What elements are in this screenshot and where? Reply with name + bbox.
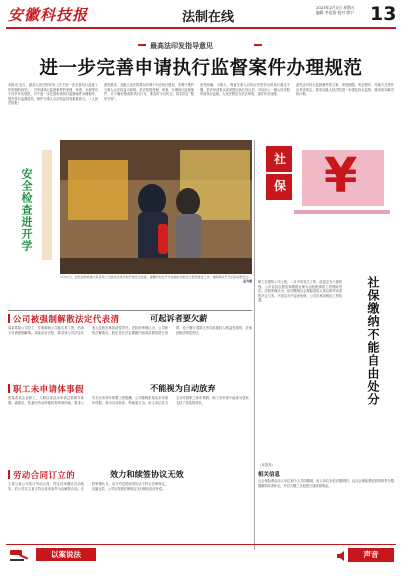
article-title-1: 公司被强制解散法定代表清 [13,314,120,324]
article-headline: 进一步完善申请执行监督案件办理规范 [39,58,363,79]
kicker-decoration-left [138,44,146,46]
social-security-illustration [258,140,396,276]
article-body-2: 张某系某企业职工，入职以来从未申请过带薪年休假。离职后，张某向劳动仲裁机构申请仲裁，要求公司支付未休年休假工资报酬。公司辩称张某从未申请年休假，视为自动放弃。仲裁委认为，用人单位应当主动安排职工休年休假，职工未申请不能视为放弃，支持了张某的请求。 [8,396,252,405]
section-divider [8,310,252,311]
news-photo [60,140,252,274]
social-security-stamp: 社保 [273,152,286,193]
slogan-text: 安全检查进开学 [20,168,33,252]
photo-scene [60,140,252,274]
article-subtitle-2: 不能视为自动放弃 [150,383,216,393]
speaker-icon [336,548,348,562]
gavel-icon [8,547,32,562]
issue-date: 2023年2月3日 星期五 [316,5,355,10]
article-marker [8,314,10,323]
article-column-1: 本报讯 近日，最高人民法院印发《关于进一步完善执行监督工作机制的意见》，对申请执行监督案件的受理、审查、办理等各个环节作出规范，对于进一步完善申请执行监督案件办理程序，提升执行监督质效，维护当事人合法权益具有重要意义。（人民法院报） [8,83,98,106]
article-subtitle-3: 效力和续签协议无效 [110,469,184,479]
footer-rule [6,544,396,545]
right-article-note: （宋喜寿） [258,463,275,467]
article-title-2: 职工未申请体事假 [13,384,84,394]
article-marker [8,470,10,479]
photo-caption [60,275,252,284]
issue-editors: 编辑 李佳贤 校对 徐宁 [316,10,354,16]
article-kicker: 最高法印发指导意见 [150,42,213,50]
related-info-title: 相关信息 [258,472,281,478]
issue-info [316,5,354,15]
article-column-3: 意见明确，当事人、利害关系人对执行法院作出的执行裁定不服，依法申请复议或者提出执行异议后，可以向上一级人民法院申请执行监督。人民法院应当依法审查，及时作出处理。 [200,83,290,97]
column-divider [254,140,255,550]
related-info-body: 社会保险费由用人单位和个人共同缴纳，用人单位未依法缴纳的，由社会保险费征收机构责令限期缴纳或者补足，并自欠缴之日起按日加收滞纳金。 [258,479,394,488]
footer-label-right: 声音 [363,550,379,559]
article-marker [8,384,10,393]
section-title: 法制在线 [182,10,235,25]
footer-label-box [36,548,96,561]
slogan-panel [6,140,58,274]
article-subtitle-1: 可起诉者要欠薪 [150,313,208,323]
article-column-4: 意见还对执行监督案件的立案、审查期限、听证程序、结案方式等作出具体规定，要求各级人民法院进一步强化执行监督，推动切实解决执行难。 [296,83,394,97]
footer-label-left: 以案说法 [51,550,81,559]
article-body-1: 周某系某公司员工，在职期间公司拖欠其工资，后该公司被强制解散。周某诉至法院，要求该公司法定代表人及股东承担清偿责任。法院经审理认为，公司被依法解散后，股东应在法定期限内组成清算组进行清算，怠于履行清算义务导致债权人利益受损的，应承担相应赔偿责任。 [8,326,252,335]
kicker-decoration-right [254,44,262,46]
right-article-title: 社保缴纳不能自由处分 [366,276,380,406]
right-article-body: 职工在建筑公司上班，二月中旬发生工伤，经鉴定为十级伤残。公司以其自愿放弃缴纳社保为由拒绝承担工伤保险责任。法院审理认为，依法缴纳社会保险是用人单位和劳动者的法定义务，不因双方约定而免除，公司应承担相应工伤待遇。 [258,280,342,303]
article-title-3: 劳动合同订立的 [13,470,76,480]
yuan-symbol-icon: ¥ [324,148,358,204]
page-number: 13 [370,3,397,25]
newspaper-masthead: 安徽科技报 [8,6,89,24]
photo-credit: 孟为摄 [242,279,252,284]
article-body-3: 王某与某公司签订劳动合同，约定试用期后自动续签。后公司以王某不符合录用条件为由解除合同。法院审理认为，双方约定的续签协议不符合法律规定，应属无效，公司应按照法律规定支付相应经济补偿。 [8,482,168,491]
masthead-rule [6,27,396,29]
article-column-2: 意见要求，各级人民法院要以有利于纠正执行错误、有利于维护当事人合法权益为原则，依法依规受理、审查、办理执行监督案件，对于确有错误的执行行为，要及时予以纠正，切实防止“程序空转”。 [104,83,194,101]
photo-caption-text: 1月31日，泗县消防救援大队宣传人员到该县某学校开展安全检查，提醒学校在开学前做好消防安全隐患排查工作，确保师生开学后的消防安全。 [60,275,252,279]
footer-voice-box [348,548,394,562]
